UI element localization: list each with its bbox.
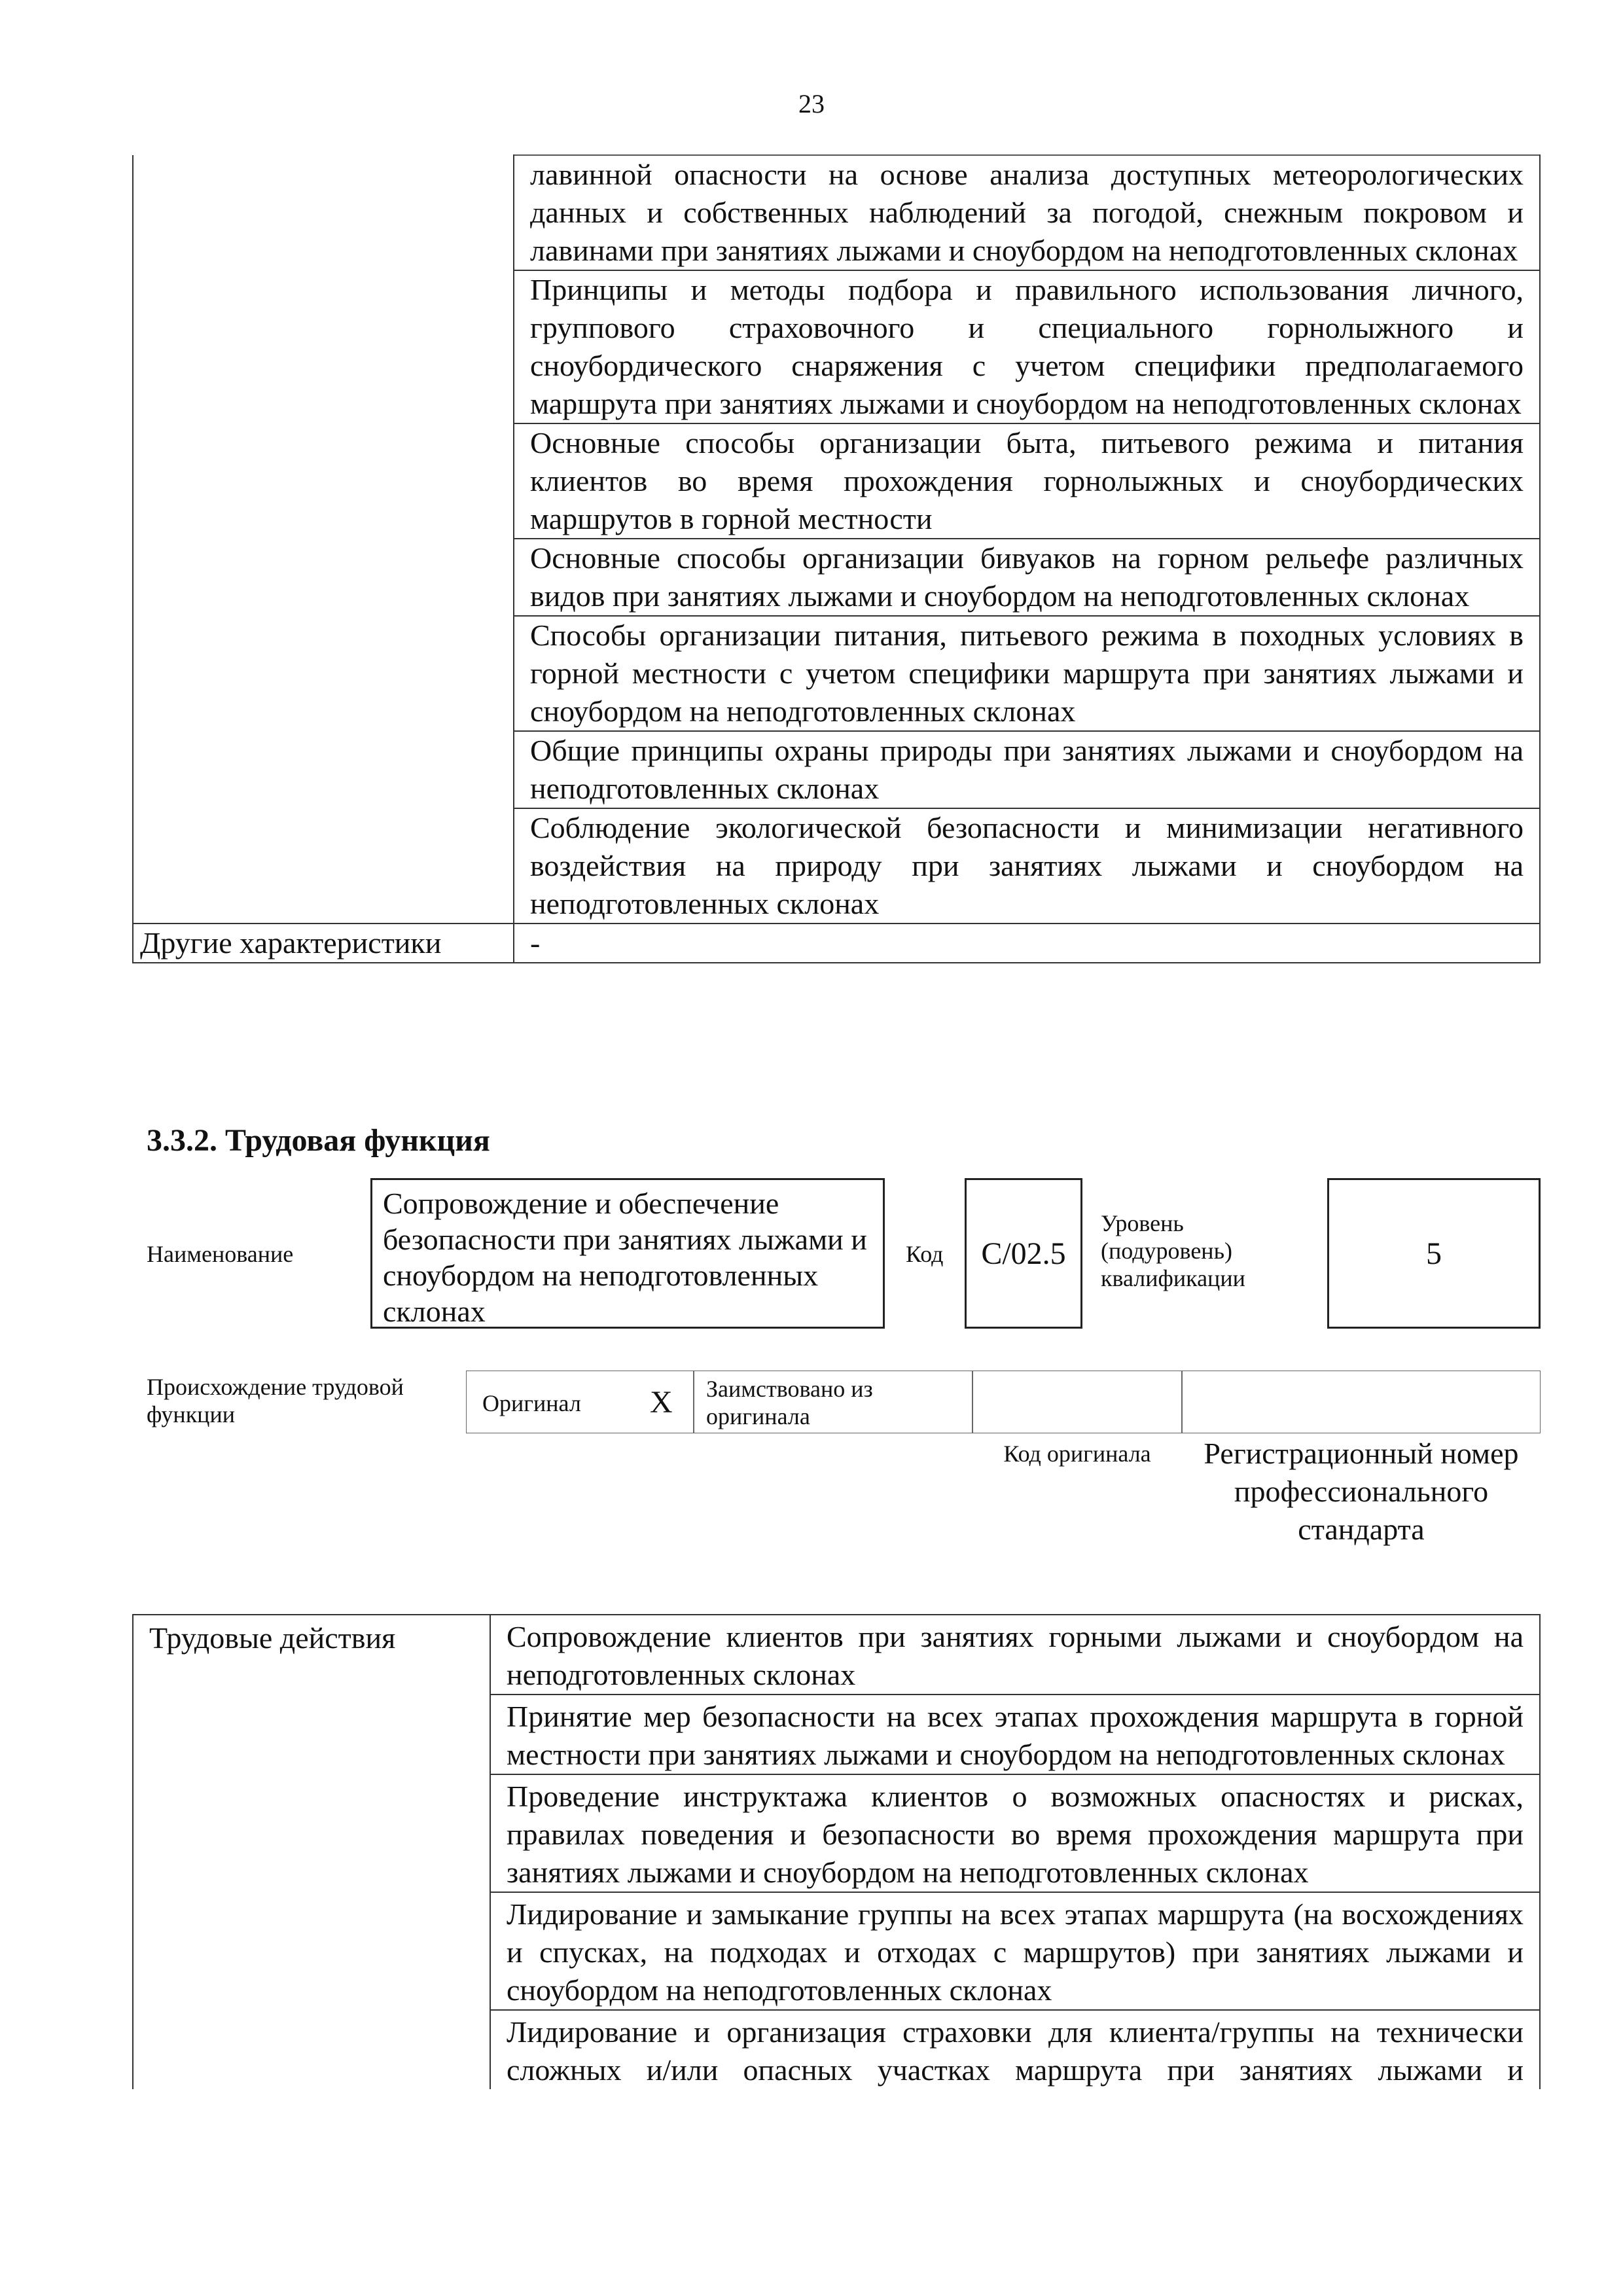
empty-label-cell (133, 731, 514, 808)
knowledge-item: Принципы и методы подбора и правильного использования личного, группового страховочного и специального горнолыжного и сноубордического снаряжения с учетом специфики предполагаемого маршрута при занятиях лыжами и сноубордом на неподготовленных склонах (514, 270, 1540, 423)
code-label: Код (906, 1241, 944, 1267)
labor-action-item: Лидирование и организация страховки для клиента/группы на технически сложных и/или опасных участках маршрута при занятиях лыжами и (490, 2010, 1540, 2089)
borrowed-cell (694, 1371, 972, 1433)
other-characteristics-value: - (514, 924, 1540, 963)
empty-label-cell (133, 423, 514, 539)
empty-label-cell (133, 155, 514, 270)
labor-action-item: Принятие мер безопасности на всех этапах прохождения маршрута в горной местности при занятиях лыжами и сноубордом на неподготовленных склонах (490, 1695, 1540, 1774)
empty-label-cell (133, 539, 514, 616)
original-cell (466, 1371, 694, 1433)
knowledge-item: Соблюдение экологической безопасности и минимизации негативного воздействия на природу при занятиях лыжами и сноубордом на неподготовленных склонах (514, 808, 1540, 924)
knowledge-item: Основные способы организации быта, питьевого режима и питания клиентов во время прохождения горнолыжных и сноубордических маршрутов в горной местности (514, 423, 1540, 539)
reg-number-caption: Регистрационный номер профессионального стандарта (1204, 1437, 1519, 1546)
labor-actions-table (132, 1614, 1541, 2089)
level-label: Уровень (подуровень) квалификации (1101, 1210, 1245, 1291)
name-label: Наименование (147, 1241, 294, 1267)
reg-number-cell (1182, 1371, 1541, 1433)
code-original-caption: Код оригинала (1003, 1441, 1151, 1467)
empty-label-cell (133, 808, 514, 924)
knowledge-item: Общие принципы охраны природы при занятиях лыжами и сноубордом на неподготовленных склонах (514, 731, 1540, 808)
labor-action-item: Сопровождение клиентов при занятиях горными лыжами и сноубордом на неподготовленных склонах (490, 1615, 1540, 1695)
knowledge-continuation-table (132, 154, 1541, 963)
empty-label-cell (133, 270, 514, 423)
level-value-box: 5 (1327, 1178, 1541, 1329)
empty-label-cell (133, 1774, 490, 1892)
labor-actions-label: Трудовые действия (133, 1615, 490, 1695)
original-mark: X (650, 1385, 673, 1420)
borrowed-label: Заимствовано из оригинала (706, 1376, 873, 1429)
section-title: 3.3.2. Трудовая функция (147, 1123, 490, 1158)
function-name-box: Сопровождение и обеспечение безопасности при занятиях лыжами и сноубордом на неподготовленных склонах (370, 1178, 885, 1329)
empty-label-cell (133, 2010, 490, 2089)
code-value-box: C/02.5 (965, 1178, 1082, 1329)
origin-label: Происхождение трудовой функции (147, 1374, 404, 1427)
labor-action-item: Проведение инструктажа клиентов о возможных опасностях и рисках, правилах поведения и безопасности во время прохождения маршрута при занятиях лыжами и сноубордом на неподготовленных склонах (490, 1774, 1540, 1892)
empty-label-cell (133, 616, 514, 731)
other-characteristics-label: Другие характеристики (133, 924, 514, 963)
knowledge-item: лавинной опасности на основе анализа доступных метеорологических данных и собственных наблюдений за погодой, снежным покровом и лавинами при занятиях лыжами и сноубордом на неподготовленных склонах (514, 155, 1540, 270)
knowledge-item: Способы организации питания, питьевого режима в походных условиях в горной местности с учетом специфики маршрута при занятиях лыжами и сноубордом на неподготовленных склонах (514, 616, 1540, 731)
page-number: 23 (798, 89, 825, 118)
labor-action-item: Лидирование и замыкание группы на всех этапах маршрута (на восхождениях и спусках, на подходах и отходах с маршрутов) при занятиях лыжами и сноубордом на неподготовленных склонах (490, 1892, 1540, 2010)
empty-label-cell (133, 1695, 490, 1774)
empty-label-cell (133, 1892, 490, 2010)
knowledge-item: Основные способы организации бивуаков на горном рельефе различных видов при занятиях лыжами и сноубордом на неподготовленных склонах (514, 539, 1540, 616)
original-label: Оригинал (482, 1390, 581, 1416)
code-original-cell (972, 1371, 1182, 1433)
